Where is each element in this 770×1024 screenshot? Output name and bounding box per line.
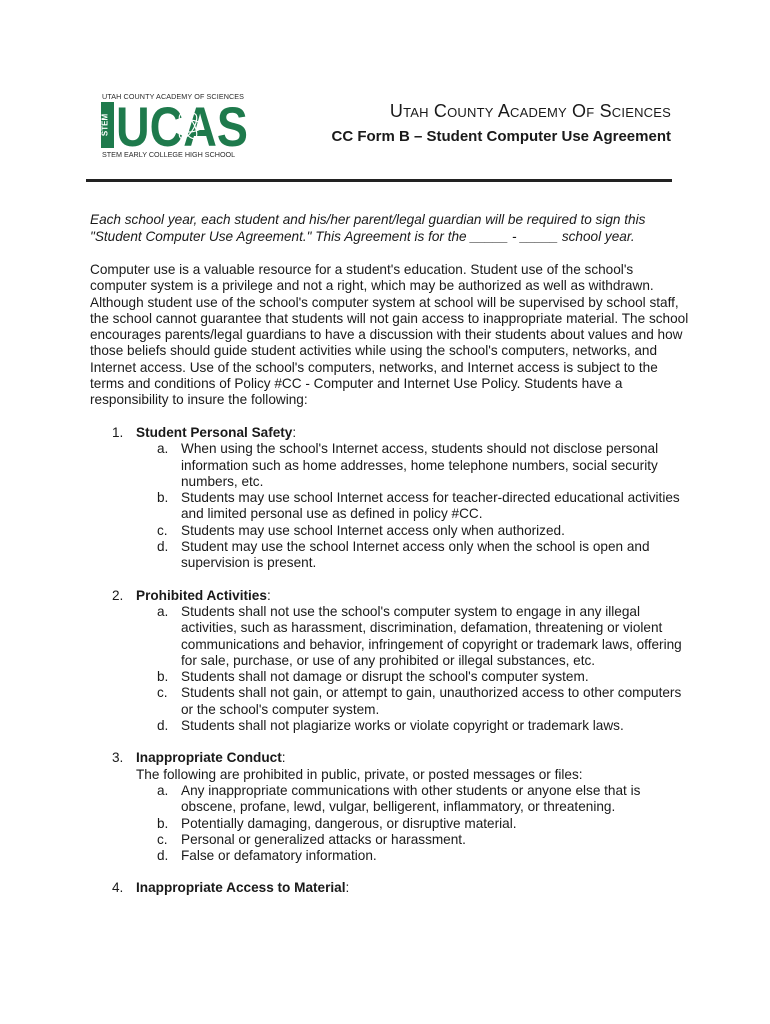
section-1 <box>90 425 690 572</box>
item-text: Potentially damaging, dangerous, or disruptive material. <box>181 815 517 831</box>
item-text: Students may use school Internet access for teacher-directed educational activities and limited personal use as defined in policy #CC. <box>181 490 680 522</box>
section-title: Inappropriate Conduct <box>136 750 282 766</box>
section-heading <box>136 425 690 441</box>
item-letter: d. <box>157 718 169 734</box>
list-item <box>136 523 690 539</box>
list-item <box>136 832 690 848</box>
section-number: 4. <box>112 880 124 896</box>
item-text: Students shall not use the school's computer system to engage in any illegal activities, such as harassment, discrimination, defamation, threatening or violent communications and behavior, infringement of copyright or trademark laws, offering for sale, purchase, or use of any prohibited or illegal substances, etc. <box>181 603 682 668</box>
item-text: Students shall not damage or disrupt the school's computer system. <box>181 669 589 685</box>
item-text: False or defamatory information. <box>181 848 377 864</box>
item-letter: b. <box>157 669 169 685</box>
section-number: 1. <box>112 425 124 440</box>
item-letter: c. <box>157 685 168 701</box>
list-item <box>136 490 690 523</box>
list-item <box>136 718 690 734</box>
agreement-sections <box>90 425 690 913</box>
list-item <box>136 685 690 718</box>
item-letter: d. <box>157 848 169 864</box>
logo-letters: UCAS <box>116 100 248 150</box>
section-title-suffix: : <box>266 587 271 603</box>
intro-text: Each school year, each student and his/her parent/legal guardian will be required to sign this "Student Computer Use Agreement." This Agreement is for the _____ - _____ school year. <box>90 212 646 244</box>
logo-top-text: UTAH COUNTY ACADEMY OF SCIENCES <box>102 92 245 101</box>
item-letter: c. <box>157 831 168 847</box>
section-number: 3. <box>112 750 124 766</box>
section-number: 2. <box>112 587 124 603</box>
list-item <box>136 604 690 669</box>
item-text: Student may use the school Internet access only when the school is open and supervision is present. <box>181 539 650 571</box>
section-4 <box>90 880 690 896</box>
item-letter: c. <box>157 522 168 538</box>
item-text: Students shall not gain, or attempt to gain, unauthorized access to other computers or the school's computer system. <box>181 685 682 717</box>
item-text: Personal or generalized attacks or harassment. <box>181 831 466 847</box>
section-title: Prohibited Activities <box>136 587 267 603</box>
list-item <box>136 816 690 832</box>
logo-side-text: STEM <box>100 113 110 137</box>
list-item <box>136 539 690 572</box>
header-divider <box>86 179 672 182</box>
item-letter: b. <box>157 490 169 506</box>
section-heading <box>136 588 690 604</box>
item-letter: b. <box>157 815 169 831</box>
section-title-suffix: : <box>292 425 297 440</box>
section-title: Student Personal Safety <box>136 425 293 440</box>
section-title-suffix: : <box>345 880 350 896</box>
logo-bottom-text: STEM EARLY COLLEGE HIGH SCHOOL <box>102 150 236 159</box>
section-item-list <box>136 604 690 734</box>
section-heading <box>136 750 690 766</box>
section-2 <box>90 588 690 735</box>
item-text: Students may use school Internet access only when authorized. <box>181 522 565 538</box>
section-title: Inappropriate Access to Material <box>136 880 346 896</box>
section-3 <box>90 750 690 864</box>
item-text: Any inappropriate communications with other students or anyone else that is obscene, profane, lewd, vulgar, belligerent, inflammatory, or threatening. <box>181 782 641 815</box>
section-heading <box>136 880 690 896</box>
list-item <box>136 441 690 490</box>
list-item <box>136 848 690 864</box>
item-letter: a. <box>157 603 169 619</box>
item-letter: a. <box>157 782 169 798</box>
section-description: The following are prohibited in public, private, or posted messages or files: <box>136 766 583 782</box>
form-subtitle: CC Form B – Student Computer Use Agreement <box>331 128 671 145</box>
list-item <box>136 783 690 816</box>
item-letter: a. <box>157 441 169 457</box>
section-item-list <box>136 783 690 864</box>
page-title: Utah County Academy Of Sciences <box>389 101 671 121</box>
item-text: Students shall not plagiarize works or violate copyright or trademark laws. <box>181 718 624 734</box>
section-item-list <box>136 441 690 571</box>
item-letter: d. <box>157 539 169 555</box>
item-text: When using the school's Internet access, students should not disclose personal information such as home addresses, home telephone numbers, social security numbers, etc. <box>181 441 659 489</box>
section-title-suffix: : <box>281 750 286 766</box>
list-item <box>136 669 690 685</box>
body-paragraph: Computer use is a valuable resource for a student's education. Student use of the school's computer system is a privilege and not a right, which may be authorized as well as withdrawn. Although student use of the school's computer system at school will be supervised by school staff, the school cannot guarantee that students will not gain access to inappropriate material. The school encourages parents/legal guardians to have a discussion with their students about values and how those beliefs should guide student activities while using the school's computers, networks, and Internet access. Use of the school's computers, networks, and Internet access is subject to the terms and conditions of Policy #CC - Computer and Internet Use Policy. Students have a responsibility to insure the following: <box>90 262 689 408</box>
